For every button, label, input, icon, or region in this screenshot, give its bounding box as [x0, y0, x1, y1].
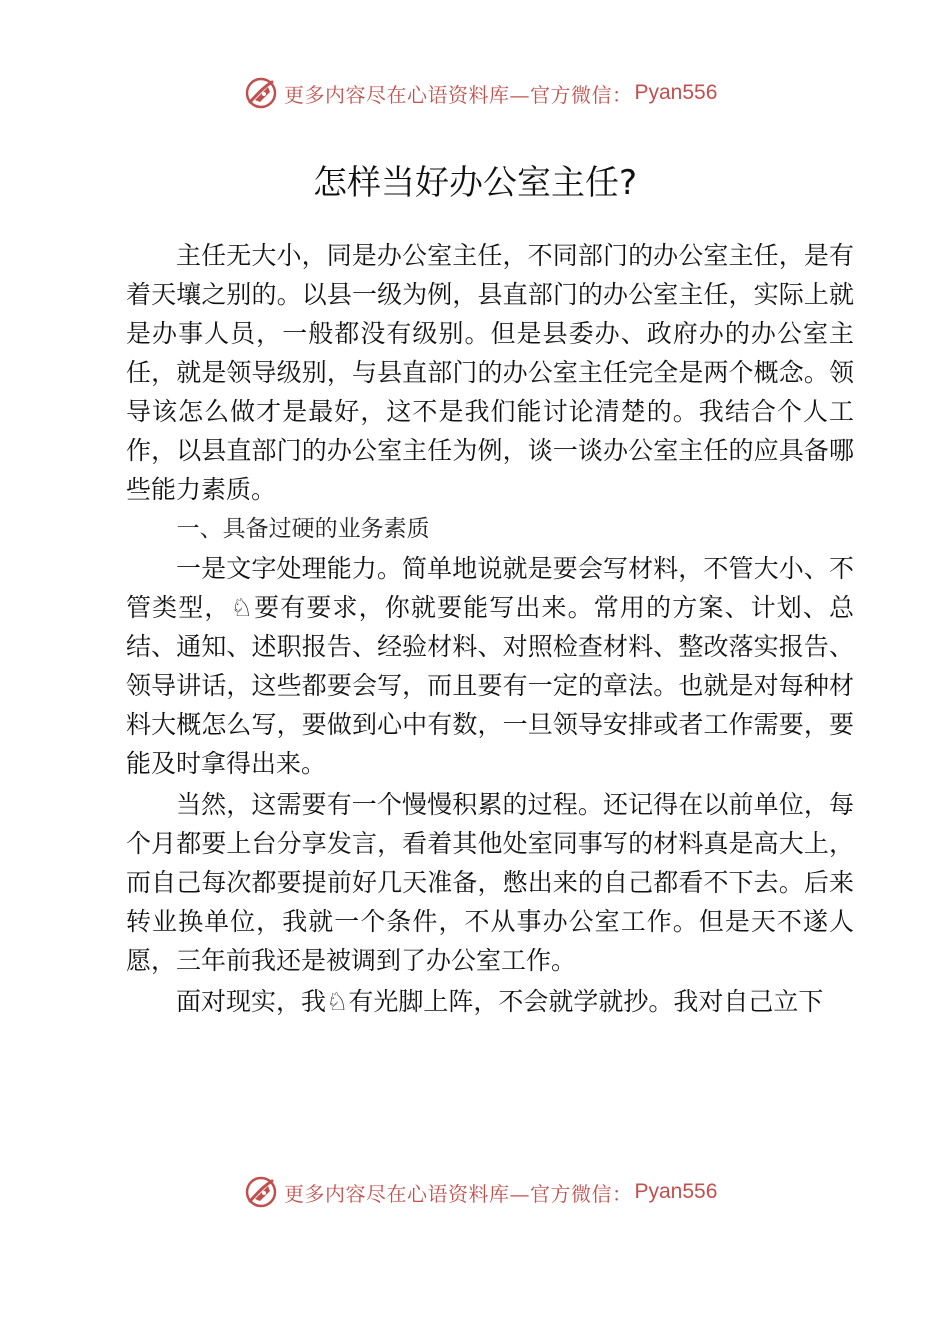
pen-logo-icon — [244, 1175, 278, 1209]
header-watermark — [244, 73, 717, 113]
paragraph-experience: 当然，这需要有一个慢慢积累的过程。还记得在以前单位，每个月都要上台分享发言，看着其他处室同事写的材料真是高大上，而自己每次都要提前好几天准备，憋出来的自己都看不下去。后来转业换单位，我就一个条件，不从事办公室工作。但是天不遂人愿，三年前我还是被调到了办公室工作。 — [126, 790, 854, 975]
watermark-wechat-id: Pyan556 — [634, 81, 718, 104]
pen-logo-icon — [244, 76, 278, 110]
paragraph-writing-ability: 一是文字处理能力。简单地说就是要会写材料，不管大小、不管类型，♘要有要求，你就要能写出来。常用的方案、计划、总结、通知、述职报告、经验材料、对照检查材料、整改落实报告、领导讲话，这些都要会写，而且要有一定的章法。也就是对每种材料大概怎么写，要做到心中有数，一旦领导安排或者工作需要，要能及时拿得出来。 — [126, 554, 854, 778]
section-heading-1: 一、具备过硬的业务素质 — [176, 516, 430, 542]
watermark-text: 更多内容尽在心语资料库—官方微信： — [284, 82, 633, 107]
document-title: 怎样当好办公室主任? — [312, 163, 638, 203]
watermark-text: 更多内容尽在心语资料库—官方微信： — [284, 1181, 633, 1206]
paragraph-intro: 主任无大小，同是办公室主任，不同部门的办公室主任，是有着天壤之别的。以县一级为例，县直部门的办公室主任，实际上就是办事人员，一般都没有级别。但是县委办、政府办的办公室主任，就是领导级别，与县直部门的办公室主任完全是两个概念。领导该怎么做才是最好，这不是我们能讨论清楚的。我结合个人工作，以县直部门的办公室主任为例，谈一谈办公室主任的应具备哪些能力素质。 — [126, 241, 854, 504]
footer-watermark — [244, 1172, 717, 1212]
paragraph-facing-reality: 面对现实，我♘有光脚上阵，不会就学就抄。我对自己立下 — [176, 987, 824, 1016]
watermark-wechat-id: Pyan556 — [634, 1180, 718, 1203]
document-body — [126, 236, 854, 1021]
